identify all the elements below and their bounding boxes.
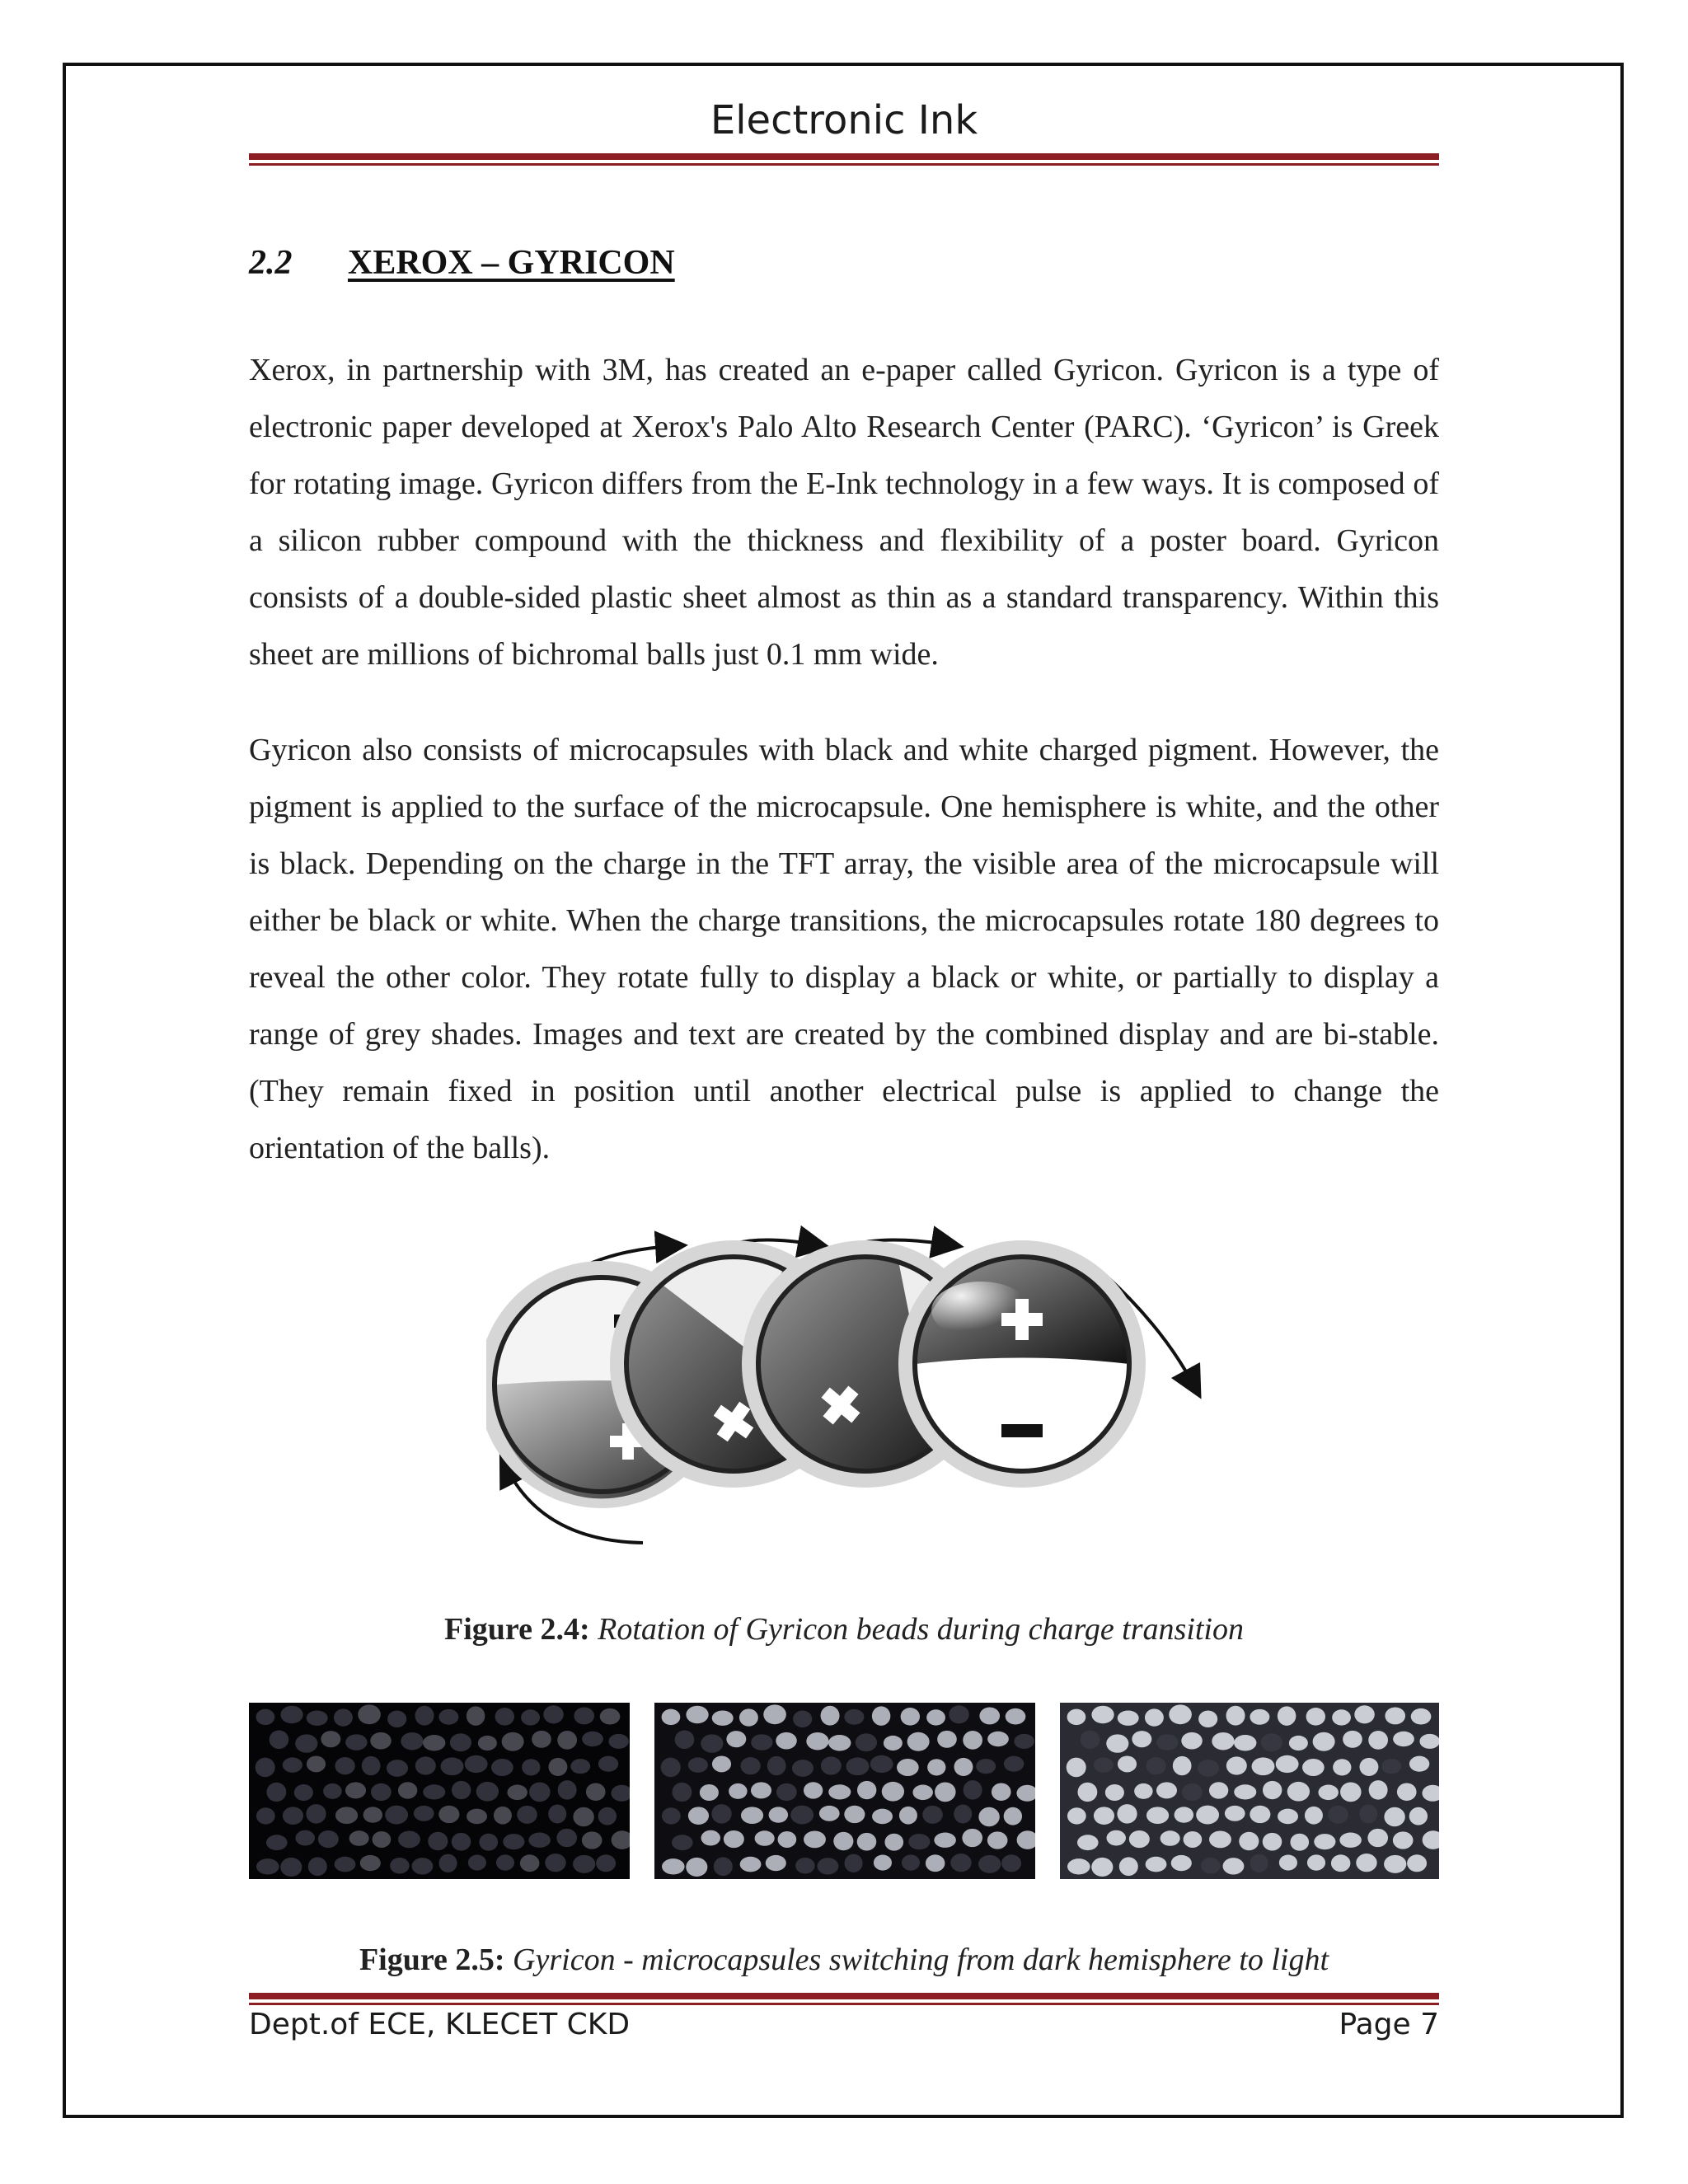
gyricon-rotation-figure — [486, 1220, 1203, 1549]
footer-rule-thick — [249, 1993, 1439, 1999]
section-heading — [249, 243, 675, 283]
figure-2-5-text: Gyricon - microcapsules switching from dark hemisphere to light — [513, 1943, 1329, 1977]
paragraph-2: Gyricon also consists of microcapsules with black and white charged pigment. However, the pigment is applied to the surface of the microcapsule. One hemisphere is white, and the other is black. Depending on the charge in the TFT array, the visible area of the microcapsule will either be black or white. When the charge transitions, the microcapsules rotate 180 degrees to reveal the other color. They rotate fully to display a black or white, or partially to display a range of grey shades. Images and text are created by the combined display and are bi-stable. (They remain fixed in position until another electrical pulse is applied to change the orientation of the balls). — [249, 733, 1439, 1165]
microcapsule-photo-light — [1060, 1703, 1439, 1879]
figure-2-5-caption — [249, 1942, 1439, 1978]
header-rule-thin — [249, 163, 1439, 166]
footer-page-number: Page 7 — [1339, 2008, 1439, 2041]
footer-department: Dept.of ECE, KLECET CKD — [249, 2008, 631, 2041]
paragraph-1: Xerox, in partnership with 3M, has created an e-paper called Gyricon. Gyricon is a type of electronic paper developed at Xerox's Palo Alto Research Center (PARC). ‘Gyricon’ is Greek for rotating image. Gyricon differs from the E-Ink technology in a few ways. It is composed of a silicon rubber compound with the thickness and flexibility of a poster board. Gyricon consists of a double-sided plastic sheet almost as thin as a standard transparency. Within this sheet are millions of bichromal balls just 0.1 mm wide. — [249, 353, 1439, 672]
figure-2-5-label: Figure 2.5: — [359, 1943, 505, 1977]
header-title: Electronic Ink — [710, 97, 978, 143]
section-title: XEROX – GYRICON — [348, 244, 675, 282]
bead-4 — [898, 1240, 1146, 1488]
header-rule-thick — [249, 153, 1439, 160]
footer-rule-thin — [249, 2003, 1439, 2005]
figure-2-4-label: Figure 2.4: — [444, 1612, 590, 1647]
figure-2-4-text: Rotation of Gyricon beads during charge transition — [598, 1612, 1244, 1647]
microcapsule-photo-dark — [249, 1703, 630, 1879]
microcapsule-photo-mixed — [654, 1703, 1035, 1879]
figure-2-4-caption — [249, 1611, 1439, 1647]
section-number: 2.2 — [249, 244, 293, 282]
